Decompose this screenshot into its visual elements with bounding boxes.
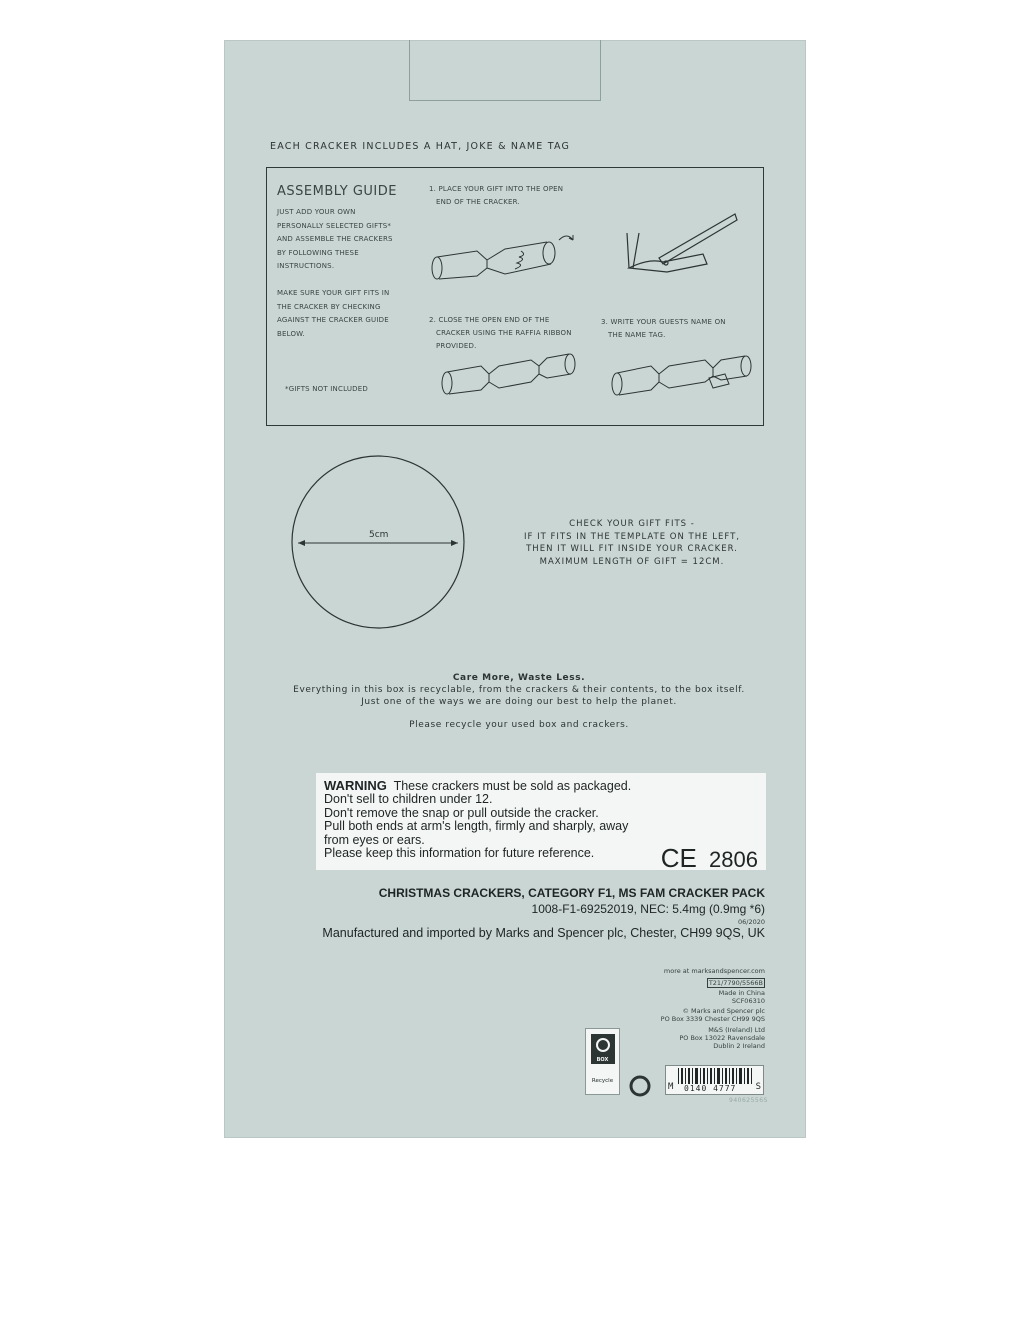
gifts-note: *GIFTS NOT INCLUDED	[285, 385, 368, 393]
cracker-box-back	[224, 40, 806, 1138]
warning-heading: WARNING	[324, 778, 387, 793]
address-ireland: M&S (Ireland) Ltd PO Box 13022 Ravensdale Dublin 2 Ireland	[679, 1026, 765, 1050]
check-gift-text: CHECK YOUR GIFT FITS - IF IT FITS IN THE TEMPLATE ON THE LEFT, THEN IT WILL FIT INSIDE YOUR CRACKER. MAXIMUM LENGTH OF GIFT = 12CM.	[524, 519, 740, 567]
pencil-tag-illustration	[619, 208, 749, 288]
website: more at marksandspencer.com	[663, 967, 765, 975]
step-3-text: 3. WRITE YOUR GUESTS NAME ON THE NAME TAG.	[601, 318, 726, 339]
assembly-check-text: MAKE SURE YOUR GIFT FITS IN THE CRACKER BY CHECKING AGAINST THE CRACKER GUIDE BELOW.	[277, 289, 390, 338]
cracker-open-illustration	[427, 218, 577, 288]
headline: EACH CRACKER INCLUDES A HAT, JOKE & NAME TAG	[270, 141, 571, 152]
cracker-closed-illustration	[439, 338, 579, 408]
gift-size-template	[290, 454, 470, 634]
scf-code: SCF06310	[731, 997, 765, 1005]
recycle-logo: BOX Recycle	[585, 1028, 620, 1095]
green-dot-icon	[629, 1075, 651, 1097]
assembly-guide-title: ASSEMBLY GUIDE	[277, 184, 397, 199]
care-message: Care More, Waste Less. Everything in this box is recyclable, from the crackers & their contents, to the box itself. Just one of the ways we are doing our best to help the planet. Please recycle your used box and crackers.	[293, 673, 745, 730]
box-tab	[409, 40, 601, 101]
barcode-bars	[678, 1068, 752, 1084]
diameter-label: 5cm	[369, 530, 389, 540]
warning-label: WARNING These crackers must be sold as packaged. Don't sell to children under 12. Don't remove the snap or pull outside the cracker. Pull both ends at arm's length, firmly and sharply, away from eyes or ears. Please keep this information for future reference. CE 2806	[316, 773, 766, 870]
ref-code: T21/7790/5566B	[708, 979, 763, 987]
step-2-text: 2. CLOSE THE OPEN END OF THE CRACKER USING THE RAFFIA RIBBON PROVIDED.	[429, 316, 572, 350]
faint-code: 94062556S	[729, 1097, 768, 1104]
product-code: 1008-F1-69252019, NEC: 5.4mg (0.9mg *6)	[531, 902, 765, 916]
assembly-intro: JUST ADD YOUR OWN PERSONALLY SELECTED GIFTS* AND ASSEMBLE THE CRACKERS BY FOLLOWING THESE INSTRUCTIONS.	[277, 208, 393, 270]
address-uk: © Marks and Spencer plc PO Box 3339 Chester CH99 9QS	[660, 1007, 765, 1023]
ce-mark: CE 2806	[660, 842, 758, 873]
cracker-tag-illustration	[609, 338, 759, 408]
barcode: M 0140 4777 S	[665, 1065, 764, 1095]
step-1-text: 1. PLACE YOUR GIFT INTO THE OPEN END OF THE CRACKER.	[429, 185, 564, 206]
origin: Made in China	[718, 989, 765, 997]
manufacturer: Manufactured and imported by Marks and Spencer plc, Chester, CH99 9QS, UK	[322, 926, 765, 940]
assembly-guide-panel	[266, 167, 764, 426]
product-title: CHRISTMAS CRACKERS, CATEGORY F1, MS FAM CRACKER PACK	[378, 886, 765, 900]
product-date: 06/2020	[737, 918, 765, 926]
